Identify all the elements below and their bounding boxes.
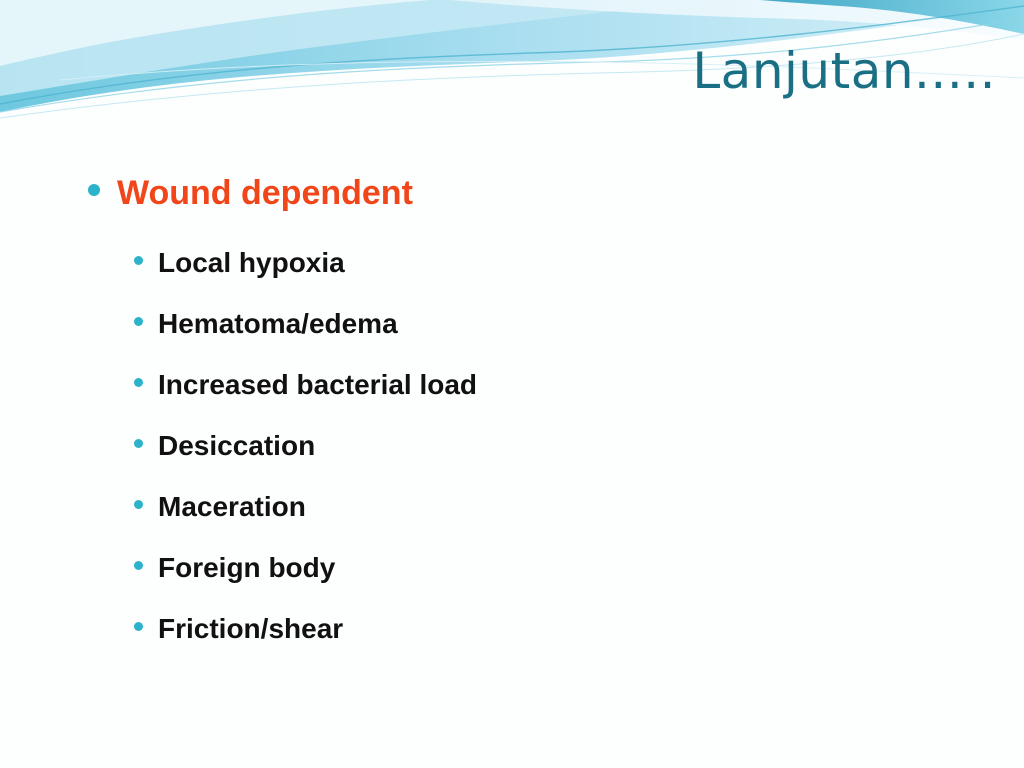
sub-bullet-text: Maceration — [158, 490, 306, 522]
sub-bullet-item — [134, 293, 968, 354]
sub-bullet-text: Hematoma/edema — [158, 307, 398, 339]
sub-bullet-item — [134, 415, 968, 476]
sub-bullet-item — [134, 476, 968, 537]
bullet-dot-icon — [134, 561, 143, 570]
sub-bullet-list — [88, 232, 968, 659]
sub-bullet-text: Local hypoxia — [158, 246, 345, 278]
bullet-dot-icon — [134, 500, 143, 509]
bullet-dot-icon — [134, 378, 143, 387]
bullet-dot-icon — [134, 622, 143, 631]
sub-bullet-item — [134, 598, 968, 659]
sub-bullet-item — [134, 354, 968, 415]
bullet-dot-icon — [134, 256, 143, 265]
main-bullet-item — [88, 172, 968, 214]
bullet-dot-icon — [134, 317, 143, 326]
bullet-dot-icon — [88, 184, 100, 196]
slide-title: Lanjutan..... — [692, 42, 996, 100]
sub-bullet-item — [134, 537, 968, 598]
sub-bullet-item — [134, 232, 968, 293]
sub-bullet-text: Desiccation — [158, 429, 316, 461]
bullet-dot-icon — [134, 439, 143, 448]
main-bullet-text: Wound dependent — [117, 173, 413, 212]
sub-bullet-text: Increased bacterial load — [158, 368, 478, 400]
sub-bullet-text: Foreign body — [158, 551, 336, 583]
slide-content — [88, 172, 968, 659]
sub-bullet-text: Friction/shear — [158, 612, 344, 644]
